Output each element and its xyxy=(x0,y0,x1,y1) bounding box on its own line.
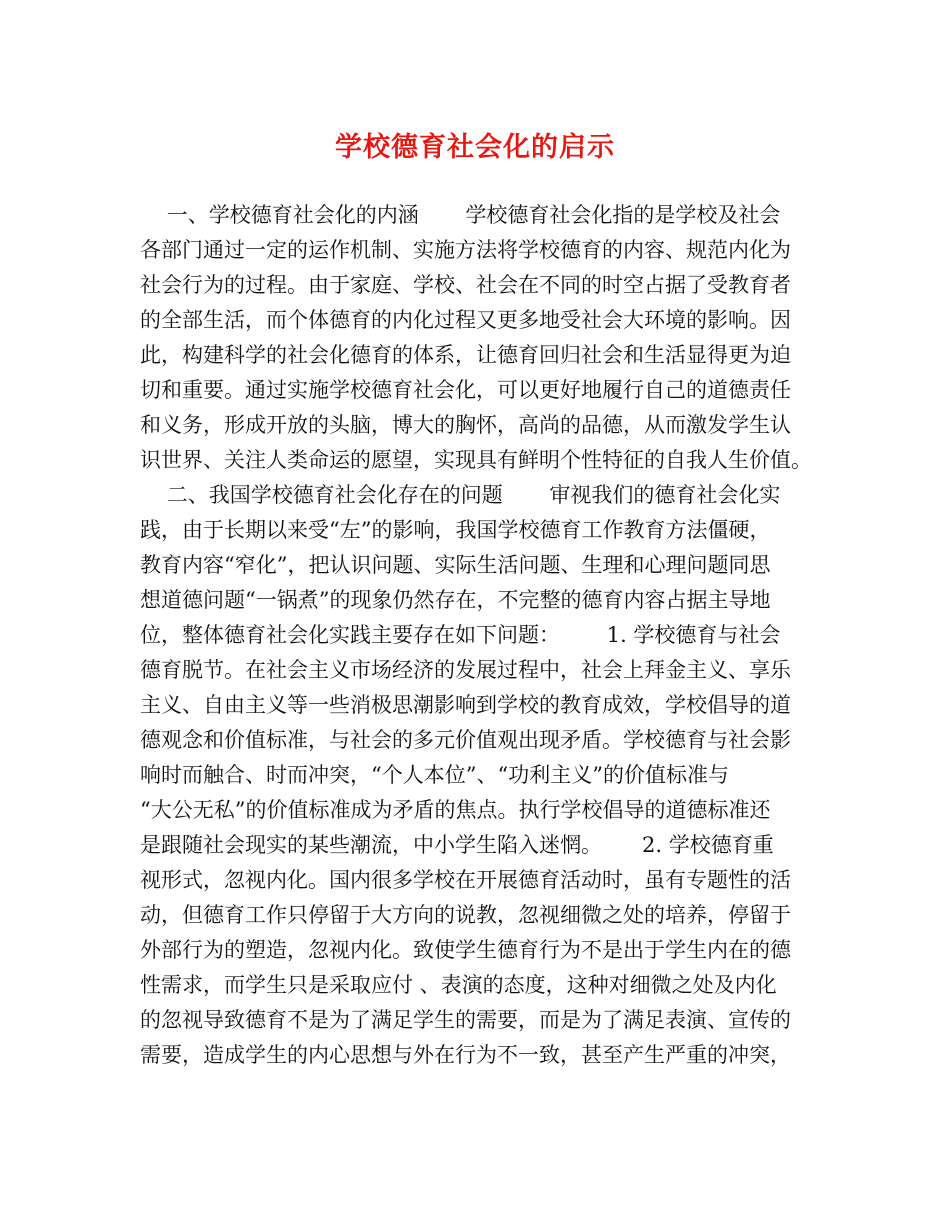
body-line: 各部门通过一定的运作机制、实施方法将学校德育的内容、规范内化为 xyxy=(140,238,791,262)
body-line: 性需求，而学生只是采取应付 、表演的态度，这种对细微之处及内化 xyxy=(140,973,777,997)
body-line: 切和重要。通过实施学校德育社会化，可以更好地履行自己的道德责任 xyxy=(140,378,791,402)
body-line: 此，构建科学的社会化德育的体系，让德育回归社会和生活显得更为迫 xyxy=(140,343,791,367)
body-line: 践，由于长期以来受“左”的影响，我国学校德育工作教育方法僵硬， xyxy=(140,518,771,542)
document-title: 学校德育社会化的启示 xyxy=(335,132,615,163)
body-line: 是跟随社会现实的某些潮流，中小学生陷入迷惘。 2. 学校德育重 xyxy=(140,833,774,857)
body-line: 和义务，形成开放的头脑，博大的胸怀，高尚的品德，从而激发学生认 xyxy=(140,413,791,437)
body-line: 响时而触合、时而冲突，“个人本位”、“功利主义”的价值标准与 xyxy=(140,763,729,787)
body-line: 社会行为的过程。由于家庭、学校、社会在不同的时空占据了受教育者 xyxy=(140,273,791,297)
body-line: 外部行为的塑造，忽视内化。致使学生德育行为不是出于学生内在的德 xyxy=(140,938,791,962)
body-line: “大公无私”的价值标准成为矛盾的焦点。执行学校倡导的道德标准还 xyxy=(140,798,771,822)
body-line: 主义、自由主义等一些消极思潮影响到学校的教育成效，学校倡导的道 xyxy=(140,693,791,717)
body-line: 识世界、关注人类命运的愿望，实现具有鲜明个性特征的自我人生价值。 xyxy=(140,448,812,472)
body-line: 的忽视导致德育不是为了满足学生的需要，而是为了满足表演、宣传的 xyxy=(140,1008,791,1032)
document-body xyxy=(140,198,820,1073)
body-line: 需要，造成学生的内心思想与外在行为不一致，甚至产生严重的冲突， xyxy=(140,1043,791,1067)
body-line: 二、我国学校德育社会化存在的问题 审视我们的德育社会化实 xyxy=(140,483,781,507)
body-line: 德育脱节。在社会主义市场经济的发展过程中，社会上拜金主义、享乐 xyxy=(140,658,791,682)
body-line: 位，整体德育社会化实践主要存在如下问题： 1. 学校德育与社会 xyxy=(140,623,781,647)
body-line: 视形式，忽视内化。国内很多学校在开展德育活动时，虽有专题性的活 xyxy=(140,868,791,892)
body-line: 教育内容“窄化”，把认识问题、实际生活问题、生理和心理问题同思 xyxy=(140,553,771,577)
body-line: 动，但德育工作只停留于大方向的说教，忽视细微之处的培养，停留于 xyxy=(140,903,791,927)
body-line: 德观念和价值标准，与社会的多元价值观出现矛盾。学校德育与社会影 xyxy=(140,728,791,752)
body-line: 一、学校德育社会化的内涵 学校德育社会化指的是学校及社会 xyxy=(140,203,781,227)
body-line: 的全部生活，而个体德育的内化过程又更多地受社会大环境的影响。因 xyxy=(140,308,791,332)
body-line: 想道德问题“一锅煮”的现象仍然存在，不完整的德育内容占据主导地 xyxy=(140,588,771,612)
